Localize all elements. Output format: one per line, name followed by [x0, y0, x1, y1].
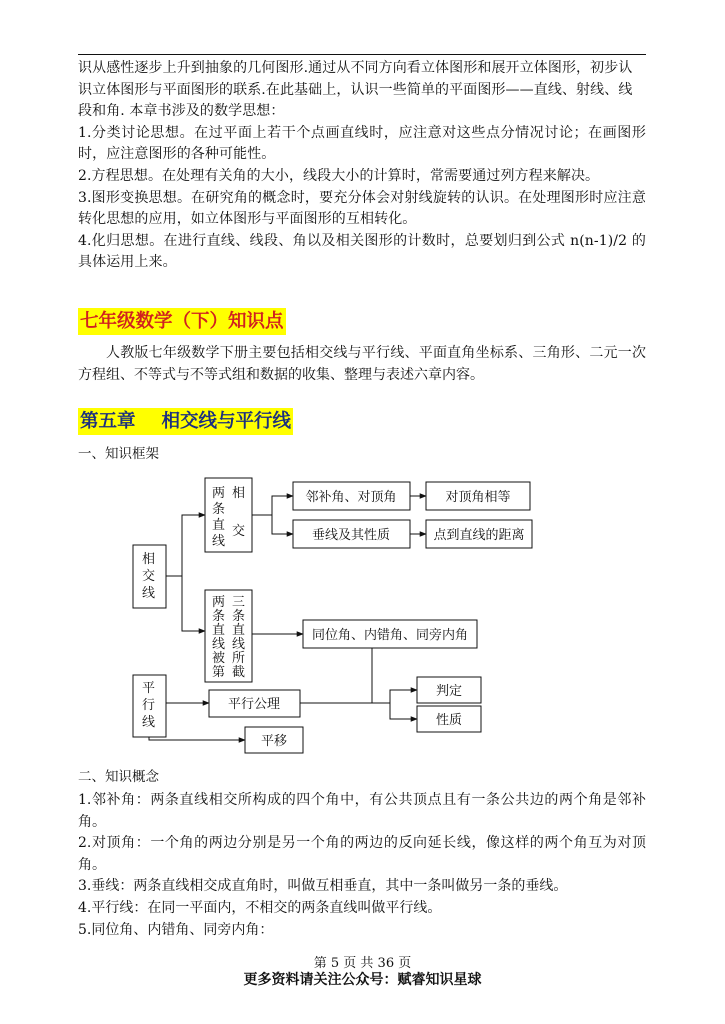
chapter-label: 第五章	[80, 411, 136, 433]
label-chuixian: 垂线及其性质	[311, 528, 391, 543]
list-item: 3.图形变换思想。在研究角的概念时，要充分体会对射线旋转的认识。在处理图形时应注意转化思想的应用，如立体图形与平面图形的互相转化。	[78, 189, 646, 228]
page-body	[78, 58, 646, 464]
label-linbu: 邻补角、对顶角	[305, 490, 397, 505]
intro-line: 识立体图形与平面图形的联系.在此基础上，认识一些简单的平面图形——直线、射线、线	[78, 81, 633, 98]
list-item: 1.分类讨论思想。在过平面上若干个点画直线时，应注意对这些点分情况讨论；在画图形时，应注意图形的各种可能性。	[78, 124, 646, 163]
chapter-name: 相交线与平行线	[161, 411, 292, 433]
node-char: 所	[232, 651, 246, 666]
node-char: 线	[212, 637, 226, 652]
box-two-lines-intersect	[205, 478, 252, 552]
node-char: 被	[212, 651, 226, 666]
concepts-heading: 二、知识概念	[78, 769, 159, 785]
node-char: 两	[212, 595, 226, 610]
box-pingxingxian	[133, 675, 166, 737]
label-xiangjiaoxian	[142, 551, 155, 601]
node-char: 线	[232, 637, 246, 652]
node-char: 相	[232, 486, 246, 501]
list-item: 4.化归思想。在进行直线、线段、角以及相关图形的计数时，总要划归到公式 n(n-1)/2 的具体运用上来。	[78, 232, 646, 271]
section-paragraph: 人教版七年级数学下册主要包括相交线与平行线、平面直角坐标系、三角形、二元一次方程组、不等式与不等式组和数据的收集、整理与表述六章内容。	[78, 344, 646, 383]
node-char: 相	[142, 552, 156, 567]
node-char: 交	[142, 569, 156, 584]
box-three-lines	[205, 590, 252, 682]
label-tongwei: 同位角、内错角、同旁内角	[311, 628, 469, 643]
label-panding: 判定	[435, 684, 463, 699]
intro-line: 段和角. 本章书涉及的数学思想：	[78, 103, 285, 120]
label-pingxingxian	[142, 681, 155, 730]
node-char: 直	[232, 623, 246, 638]
box-gongli	[209, 690, 300, 717]
chapter-title	[78, 408, 293, 435]
node-char: 三	[232, 595, 246, 610]
concept-item: 1.邻补角：两条直线相交所构成的四个角中，有公共顶点且有一条公共边的两个角是邻补角。	[78, 792, 646, 830]
label-dian: 点到直线的距离	[433, 528, 525, 543]
node-char: 两	[212, 486, 226, 501]
list-item: 2.方程思想。在处理有关角的大小，线段大小的计算时，常需要通过列方程来解决。	[78, 167, 600, 184]
node-char: 条	[212, 609, 226, 624]
box-panding	[417, 677, 481, 703]
framework-heading: 一、知识框架	[78, 446, 159, 463]
label-two-lines-intersect	[212, 485, 245, 549]
label-gongli: 平行公理	[227, 697, 281, 712]
box-linbu	[293, 482, 410, 510]
label-duiding: 对顶角相等	[445, 490, 511, 505]
node-char: 条	[232, 609, 246, 624]
concept-item: 4.平行线：在同一平面内，不相交的两条直线叫做平行线。	[78, 899, 442, 916]
concepts-section	[78, 767, 646, 941]
intro-line: 识从感性逐步上升到抽象的几何图形.通过从不同方向看立体图形和展开立体图形，初步认	[78, 60, 633, 76]
node-char: 线	[212, 534, 226, 549]
box-pingyi	[245, 727, 303, 753]
node-char: 直	[212, 623, 226, 638]
box-chuixian	[293, 520, 410, 548]
node-char: 第	[212, 665, 226, 680]
footer-note: 更多资料请关注公众号：赋睿知识星球	[243, 972, 482, 988]
node-char: 线	[142, 715, 156, 730]
box-xiangjiaoxian	[133, 545, 166, 608]
concept-item: 2.对顶角：一个角的两边分别是另一个角的两边的反向延长线，像这样的两个角互为对顶角。	[78, 835, 646, 873]
node-char: 条	[212, 502, 226, 517]
concept-item: 5.同位角、内错角、同旁内角：	[78, 921, 274, 938]
box-duiding	[426, 482, 530, 510]
node-char: 线	[142, 586, 156, 601]
section-title: 七年级数学（下）知识点	[78, 308, 286, 335]
node-char: 直	[212, 518, 226, 533]
box-tongwei	[303, 620, 477, 648]
label-three-lines	[212, 595, 245, 680]
node-char: 行	[142, 698, 156, 713]
intro-text	[78, 58, 646, 123]
concept-item: 3.垂线：两条直线相交成直角时，叫做互相垂直，其中一条叫做另一条的垂线。	[78, 878, 568, 895]
connectors	[149, 496, 426, 740]
label-xingzhi: 性质	[435, 713, 463, 728]
thinking-list	[78, 123, 646, 274]
node-char: 截	[232, 665, 246, 680]
header-rule	[78, 54, 646, 55]
node-char: 交	[232, 524, 246, 539]
node-char: 平	[142, 681, 156, 696]
page-number: 第 5 页 共 36 页	[313, 956, 412, 971]
label-pingyi: 平移	[260, 734, 288, 749]
box-xingzhi	[417, 706, 481, 732]
box-dian	[426, 520, 532, 548]
